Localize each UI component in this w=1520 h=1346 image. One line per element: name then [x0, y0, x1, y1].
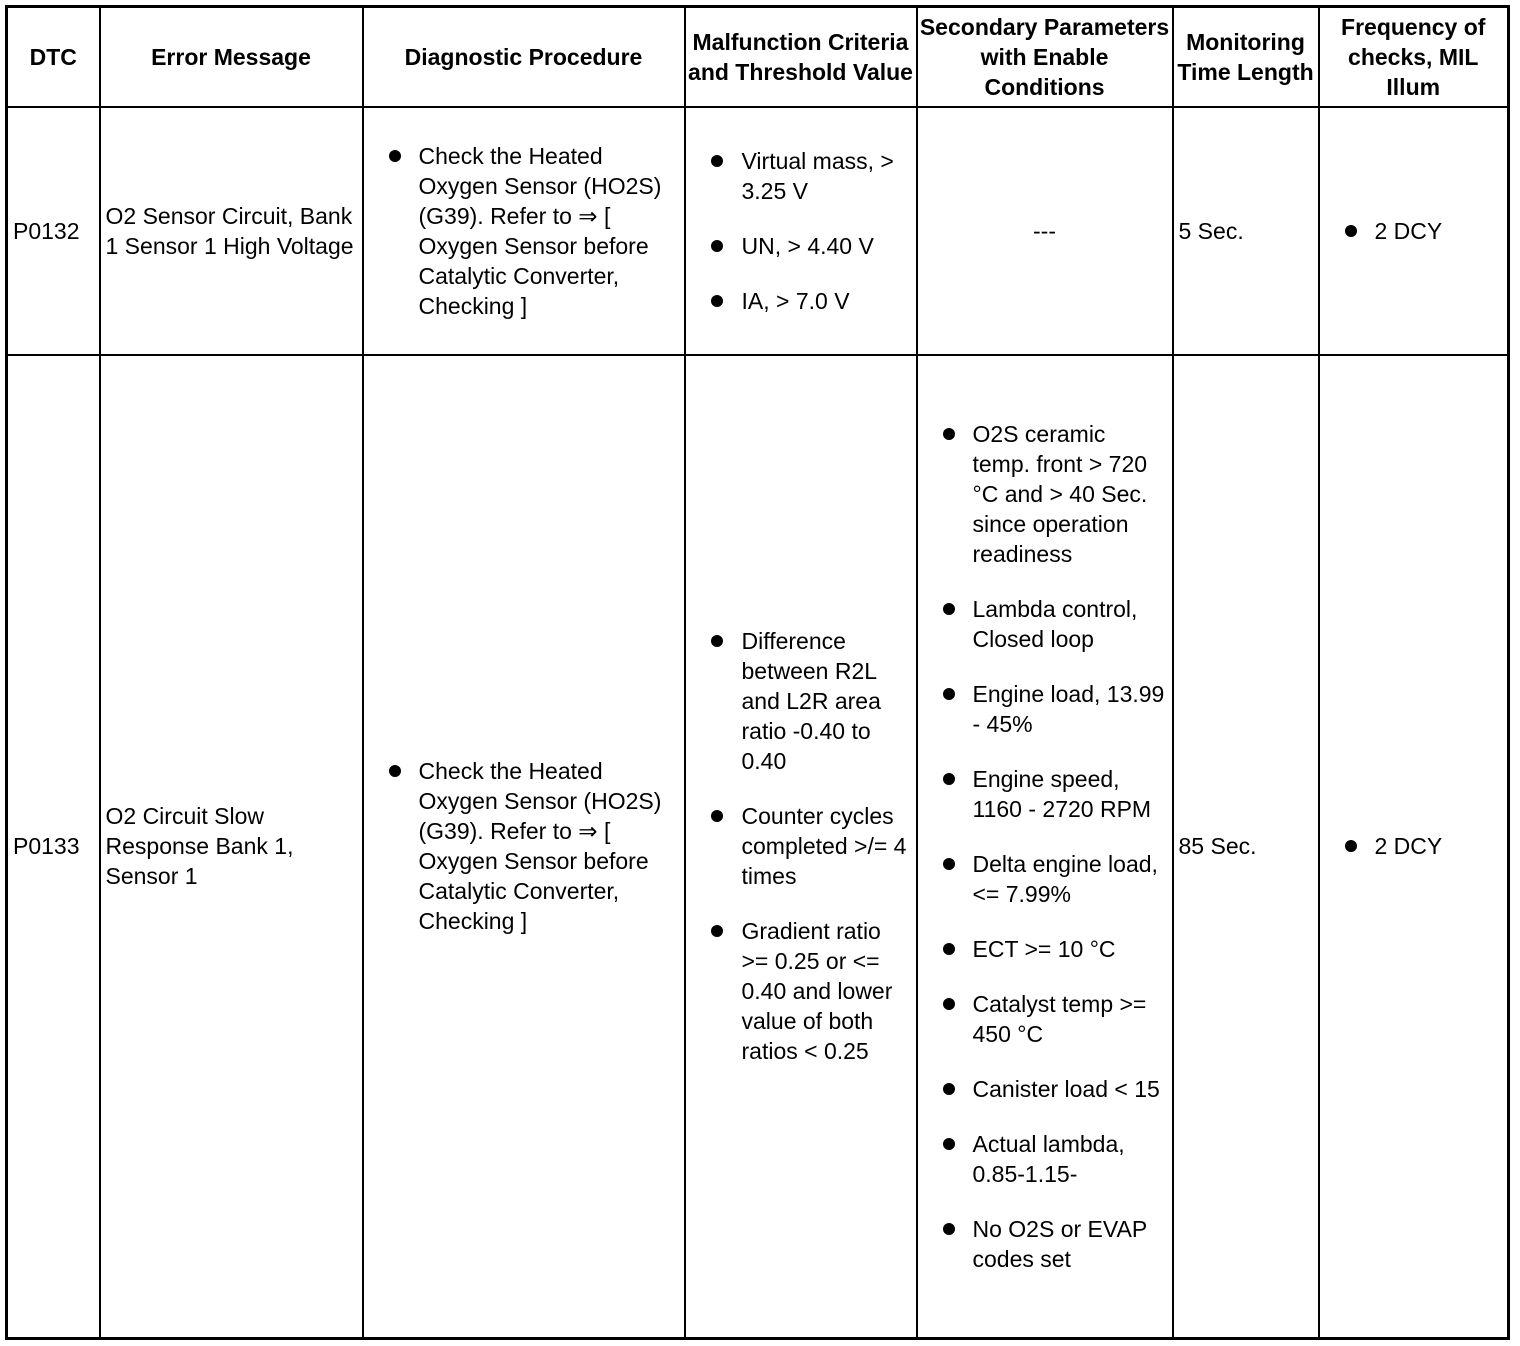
diagnostic-procedure-cell [363, 355, 685, 1338]
secondary-parameter-item: No O2S or EVAP codes set [923, 1214, 1167, 1274]
header-malfunction-criteria: Malfunction Criteria and Threshold Value [685, 7, 917, 108]
criteria-item: Difference between R2L and L2R area ratio -0.40 to 0.40 [691, 626, 911, 776]
header-diagnostic-procedure: Diagnostic Procedure [363, 7, 685, 108]
frequency-list [1325, 831, 1503, 861]
procedure-item: Check the Heated Oxygen Sensor (HO2S) (G39). Refer to ⇒ [ Oxygen Sensor before Catalytic Converter, Checking ] [369, 141, 678, 321]
procedure-list [369, 756, 678, 936]
header-monitoring-time: Monitoring Time Length [1173, 7, 1319, 108]
procedure-list [369, 141, 678, 321]
secondary-parameter-item: Engine load, 13.99 - 45% [923, 679, 1167, 739]
criteria-list [691, 146, 911, 316]
table-row [7, 107, 1509, 355]
diagnostic-procedure-cell [363, 107, 685, 355]
header-frequency: Frequency of checks, MIL Illum [1319, 7, 1509, 108]
secondary-parameter-item: Canister load < 15 [923, 1074, 1167, 1104]
secondary-parameter-item: Actual lambda, 0.85-1.15- [923, 1129, 1167, 1189]
secondary-parameter-item: Engine speed, 1160 - 2720 RPM [923, 764, 1167, 824]
secondary-parameter-item: Catalyst temp >= 450 °C [923, 989, 1167, 1049]
secondary-parameters-list [923, 419, 1167, 1274]
procedure-item: Check the Heated Oxygen Sensor (HO2S) (G39). Refer to ⇒ [ Oxygen Sensor before Catalytic Converter, Checking ] [369, 756, 678, 936]
monitoring-time: 85 Sec. [1173, 355, 1319, 1338]
frequency-cell [1319, 107, 1509, 355]
header-error-message: Error Message [100, 7, 363, 108]
frequency-item: 2 DCY [1325, 216, 1503, 246]
frequency-list [1325, 216, 1503, 246]
header-row [7, 7, 1509, 108]
frequency-cell [1319, 355, 1509, 1338]
monitoring-time: 5 Sec. [1173, 107, 1319, 355]
dtc-code: P0133 [7, 355, 100, 1338]
dtc-code: P0132 [7, 107, 100, 355]
dtc-table-wrapper [5, 5, 1510, 1340]
secondary-parameter-item: Delta engine load, <= 7.99% [923, 849, 1167, 909]
criteria-item: IA, > 7.0 V [691, 286, 911, 316]
frequency-item: 2 DCY [1325, 831, 1503, 861]
secondary-parameter-item: ECT >= 10 °C [923, 934, 1167, 964]
header-dtc: DTC [7, 7, 100, 108]
criteria-item: Virtual mass, > 3.25 V [691, 146, 911, 206]
criteria-item: UN, > 4.40 V [691, 231, 911, 261]
dtc-table [5, 5, 1510, 1340]
header-secondary-parameters: Secondary Parameters with Enable Conditions [917, 7, 1173, 108]
error-message: O2 Sensor Circuit, Bank 1 Sensor 1 High Voltage [100, 107, 363, 355]
table-row [7, 355, 1509, 1338]
criteria-item: Counter cycles completed >/= 4 times [691, 801, 911, 891]
malfunction-criteria-cell [685, 107, 917, 355]
criteria-list [691, 626, 911, 1066]
secondary-parameters-cell: --- [917, 107, 1173, 355]
criteria-item: Gradient ratio >= 0.25 or <= 0.40 and lower value of both ratios < 0.25 [691, 916, 911, 1066]
secondary-parameter-item: Lambda control, Closed loop [923, 594, 1167, 654]
secondary-parameter-item: O2S ceramic temp. front > 720 °C and > 40 Sec. since operation readiness [923, 419, 1167, 569]
malfunction-criteria-cell [685, 355, 917, 1338]
error-message: O2 Circuit Slow Response Bank 1, Sensor 1 [100, 355, 363, 1338]
secondary-parameters-cell [917, 355, 1173, 1338]
